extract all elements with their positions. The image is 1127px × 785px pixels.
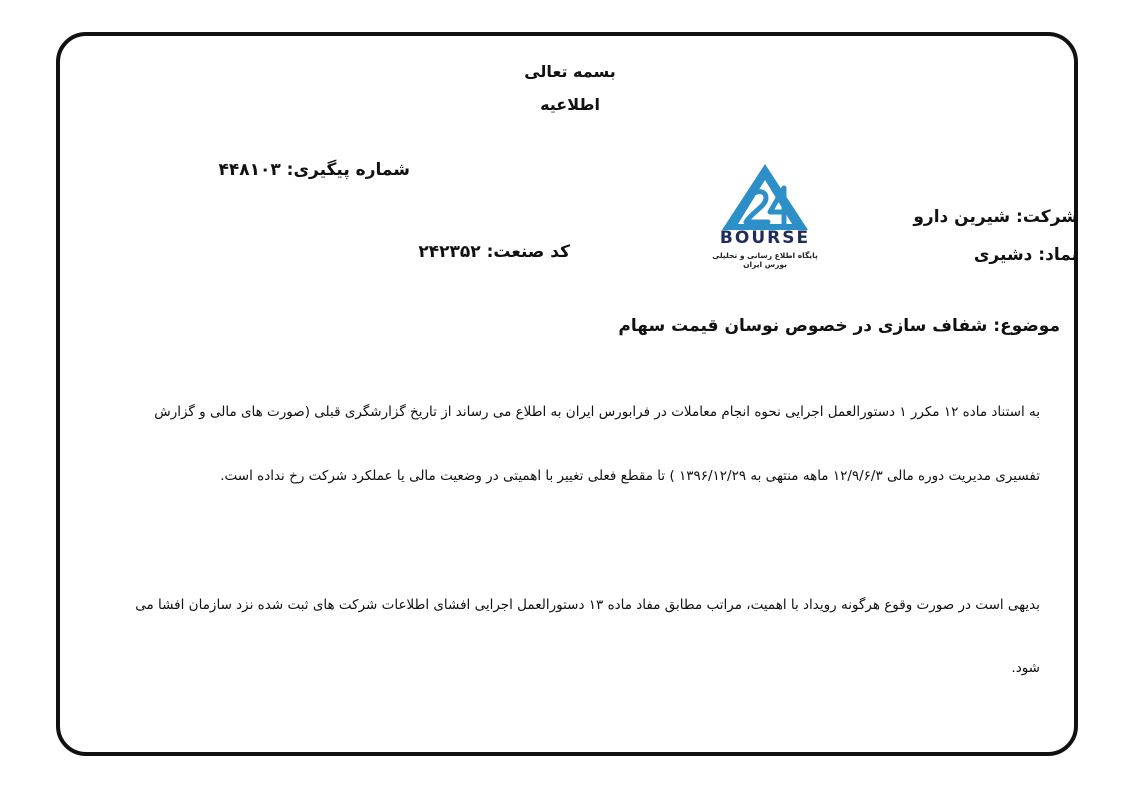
document-frame [56, 32, 1078, 756]
bourse24-logo [700, 150, 830, 275]
tracking-number: شماره پیگیری: ۴۴۸۱۰۳ [218, 160, 410, 180]
industry-code: کد صنعت: ۲۴۲۳۵۲ [418, 242, 570, 262]
logo-wordmark: BOURSE [719, 228, 811, 248]
document-title-line2: اطلاعیه [540, 95, 600, 114]
document-title-line1: بسمه تعالی [524, 62, 616, 81]
logo-tagline: پایگاه اطلاع رسانی و تحلیلی بورس ایران [712, 251, 818, 269]
paragraph2-line2: شود. [1011, 660, 1040, 676]
company-name: شرکت: شیرین دارو [913, 207, 1078, 227]
stock-symbol: نماد: دشیری [973, 245, 1078, 265]
paragraph2-line1: بدیهی است در صورت وقوع هرگونه رویداد با اهمیت، مراتب مطابق مفاد ماده ۱۳ دستورالعمل اجرایی افشای اطلاعات شرکت های ثبت شده نزد سازمان افشا می [135, 597, 1040, 613]
paragraph1-line2: تفسیری مدیریت دوره مالی ۱۲/۹/۶/۳ ماهه منتهی به ۱۳۹۶/۱۲/۲۹ ) تا مقطع فعلی تغییر با اهمیتی در وضعیت مالی یا عملکرد شرکت رخ نداده است. [220, 468, 1040, 484]
paragraph1-line1: به استناد ماده ۱۲ مکرر ۱ دستورالعمل اجرایی نحوه انجام معاملات در فرابورس ایران به اطلاع می رساند از تاریخ گزارشگری قبلی (صورت های مالی و گزارش [154, 404, 1040, 420]
bourse24-logo-icon [700, 150, 830, 230]
subject-line: موضوع: شفاف سازی در خصوص نوسان قیمت سهام [618, 316, 1060, 336]
